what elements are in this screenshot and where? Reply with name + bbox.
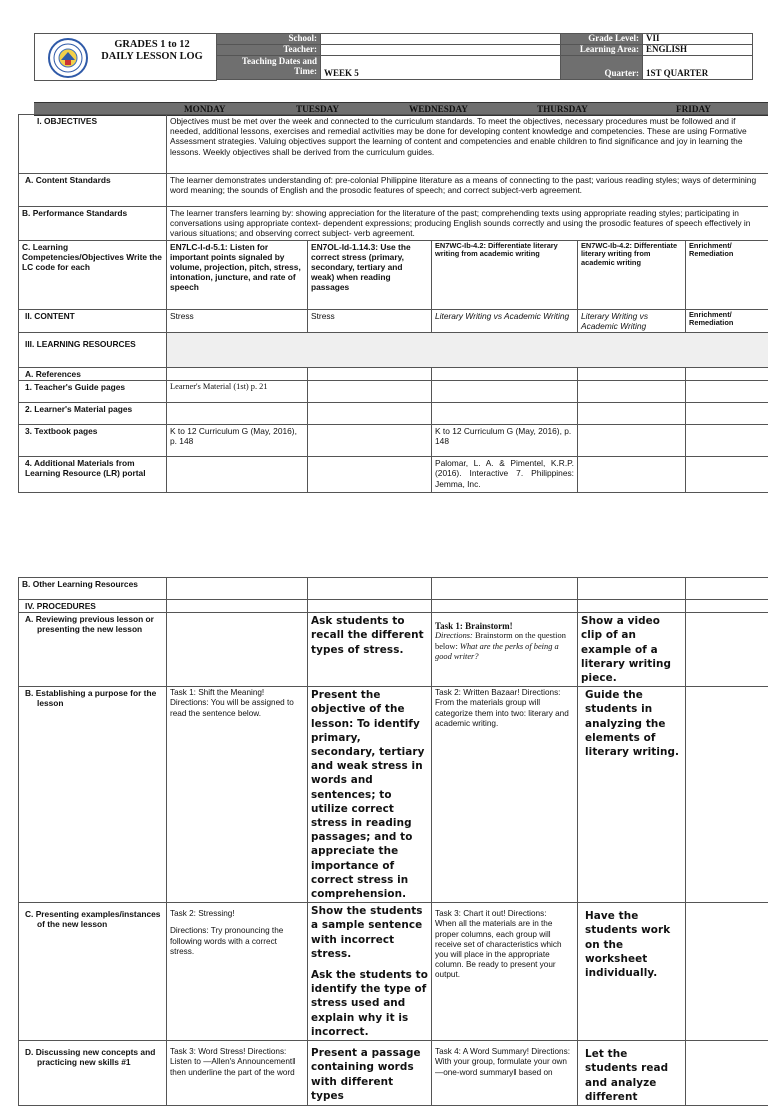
header-table — [216, 33, 753, 80]
row-textbook — [19, 425, 768, 457]
title-line-1: GRADES 1 to 12 — [92, 39, 212, 51]
additional-mon — [167, 457, 308, 493]
title-line-2: DAILY LESSON LOG — [92, 51, 212, 63]
reviewing-tuesday: Ask students to recall the different types of stress. — [308, 613, 432, 687]
textbook-label: 3. Textbook pages — [19, 425, 167, 457]
day-wednesday: WEDNESDAY — [409, 103, 468, 115]
area-value: ENGLISH — [643, 44, 753, 55]
procedures-fri — [686, 600, 768, 613]
discussing-wednesday: Task 4: A Word Summary! Directions: With your group, formulate your own —one-word summary‖ based on — [432, 1041, 578, 1106]
day-tuesday: TUESDAY — [296, 103, 339, 115]
competency-friday: Enrichment/ Remediation — [686, 240, 768, 309]
row-learning-resources — [19, 333, 768, 368]
discussing-label: D. Discussing new concepts and practicing new skills #1 — [19, 1041, 167, 1106]
learners-material-wed — [432, 403, 578, 425]
establishing-thursday: Guide the students in analyzing the elements of literary writing. — [578, 687, 686, 903]
establishing-tuesday: Present the objective of the lesson: To identify primary, secondary, tertiary and weak stress in words and sentences; to utilize correct stress in reading passages; and to appreciate the importance of correct stress in comprehension. — [308, 687, 432, 903]
quarter-value — [643, 55, 753, 79]
content-tuesday: Stress — [308, 309, 432, 332]
row-presenting — [19, 903, 768, 1041]
dates-label — [217, 55, 321, 79]
textbook-monday: K to 12 Curriculum G (May, 2016), p. 148 — [167, 425, 308, 457]
brainstorm-directions — [435, 631, 574, 662]
teachers-guide-tue — [308, 381, 432, 403]
learners-material-fri — [686, 403, 768, 425]
row-performance-standards — [19, 207, 768, 241]
performance-standards-label: B. Performance Standards — [19, 207, 167, 241]
other-thu — [578, 578, 686, 600]
reviewing-fri — [686, 613, 768, 687]
learning-resources-label: III. LEARNING RESOURCES — [19, 333, 167, 368]
content-wednesday: Literary Writing vs Academic Writing — [432, 309, 578, 332]
textbook-thu — [578, 425, 686, 457]
discussing-fri — [686, 1041, 768, 1106]
teacher-value — [321, 44, 561, 55]
establishing-label: B. Establishing a purpose for the lesson — [19, 687, 167, 903]
other-tue — [308, 578, 432, 600]
reviewing-label: A. Reviewing previous lesson or presenting the new lesson — [19, 613, 167, 687]
additional-thu — [578, 457, 686, 493]
learners-material-thu — [578, 403, 686, 425]
other-mon — [167, 578, 308, 600]
establishing-fri — [686, 687, 768, 903]
row-other-resources — [19, 578, 768, 600]
row-competencies — [19, 240, 768, 309]
reviewing-mon — [167, 613, 308, 687]
content-label: II. CONTENT — [19, 309, 167, 332]
row-objectives — [19, 115, 768, 174]
teachers-guide-monday: Learner's Material (1st) p. 21 — [167, 381, 308, 403]
textbook-wednesday: K to 12 Curriculum G (May, 2016), p. 148 — [432, 425, 578, 457]
additional-tue — [308, 457, 432, 493]
grade-value: VII — [643, 34, 753, 45]
competency-tuesday: EN7OL-Id-1.14.3: Use the correct stress (primary, secondary, tertiary and weak) when reading passages — [308, 240, 432, 309]
discussing-monday: Task 3: Word Stress! Directions: Listen to —Allen's Announcement‖ then underline the part of the word — [167, 1041, 308, 1106]
content-monday: Stress — [167, 309, 308, 332]
presenting-wednesday: Task 3: Chart it out! Directions: When all the materials are in the proper columns, each group will receive set of characteristics which you will place in the appropriate column. Be ready to present your output. — [432, 903, 578, 1041]
brainstorm-directions-text: Brainstorm on the question below: — [435, 631, 566, 650]
content-thursday: Literary Writing vs Academic Writing — [578, 309, 686, 332]
teachers-guide-thu — [578, 381, 686, 403]
performance-standards-text: The learner transfers learning by: showing appreciation for the literature of the past; comprehending texts using appropriate reading styles; participating in conversations using appropriate context- dependent expressions; producing English sounds correctly and using the prosodic features of speech effectively in various situations; and observing correct subject- verb agreement. — [167, 207, 768, 241]
reviewing-wednesday — [432, 613, 578, 687]
competency-wednesday: EN7WC-Ib-4.2: Differentiate literary writing from academic writing — [432, 240, 578, 309]
other-wed — [432, 578, 578, 600]
row-content — [19, 309, 768, 332]
presenting-tuesday-1: Show the students a sample sentence with incorrect stress. — [311, 904, 428, 961]
procedures-label: IV. PROCEDURES — [19, 600, 167, 613]
header-outline — [34, 33, 217, 81]
day-thursday: THURSDAY — [537, 103, 588, 115]
objectives-label: I. OBJECTIVES — [19, 115, 167, 174]
school-value — [321, 34, 561, 45]
content-friday: Enrichment/ Remediation — [686, 309, 768, 332]
establishing-monday: Task 1: Shift the Meaning! Directions: You will be assigned to read the sentence below. — [167, 687, 308, 903]
procedures-thu — [578, 600, 686, 613]
procedures-mon — [167, 600, 308, 613]
day-monday: MONDAY — [184, 103, 226, 115]
teachers-guide-label: 1. Teacher's Guide pages — [19, 381, 167, 403]
competency-thursday: EN7WC-Ib-4.2: Differentiate literary writing from academic writing — [578, 240, 686, 309]
teacher-label: Teacher: — [217, 44, 321, 55]
dates-label-line-2: Time: — [220, 67, 317, 77]
presenting-fri — [686, 903, 768, 1041]
dates-label-line-1: Teaching Dates and — [220, 57, 317, 67]
row-content-standards — [19, 174, 768, 207]
learners-material-label: 2. Learner's Material pages — [19, 403, 167, 425]
other-resources-label: B. Other Learning Resources — [19, 578, 167, 600]
school-label: School: — [217, 34, 321, 45]
row-learners-material — [19, 403, 768, 425]
grade-label: Grade Level: — [561, 34, 643, 45]
row-references — [19, 368, 768, 381]
row-teachers-guide — [19, 381, 768, 403]
dates-value-text: WEEK 5 — [324, 68, 359, 78]
lesson-log-table-1 — [18, 114, 768, 493]
stressing-title: Task 2: Stressing! — [170, 909, 304, 919]
lesson-log-table-2 — [18, 577, 768, 1106]
row-reviewing — [19, 613, 768, 687]
discussing-thursday: Let the students read and analyze different — [578, 1041, 686, 1106]
references-thu — [578, 368, 686, 381]
learners-material-mon — [167, 403, 308, 425]
row-additional-materials — [19, 457, 768, 493]
quarter-label — [561, 55, 643, 79]
references-mon — [167, 368, 308, 381]
teachers-guide-wed — [432, 381, 578, 403]
brainstorm-directions-label: Directions: — [435, 631, 473, 640]
content-standards-label: A. Content Standards — [19, 174, 167, 207]
competencies-label: C. Learning Competencies/Objectives Write the LC code for each — [19, 240, 167, 309]
references-wed — [432, 368, 578, 381]
other-fri — [686, 578, 768, 600]
discussing-tuesday: Present a passage containing words with different types — [308, 1041, 432, 1106]
row-establishing — [19, 687, 768, 903]
area-label: Learning Area: — [561, 44, 643, 55]
textbook-tue — [308, 425, 432, 457]
procedures-wed — [432, 600, 578, 613]
presenting-tuesday-2: Ask the students to identify the type of stress used and explain why it is incorrect. — [311, 968, 428, 1039]
references-fri — [686, 368, 768, 381]
references-label: A. References — [19, 368, 167, 381]
quarter-label-text: Quarter: — [605, 68, 639, 78]
content-standards-text: The learner demonstrates understanding of: pre-colonial Philippine literature as a means of connecting to the past; various reading styles; ways of determining word meaning; the sounds of English and the prosodic features of speech; and correct subject-verb agreement. — [167, 174, 768, 207]
brainstorm-question: What are the perks of being a good writer? — [435, 642, 559, 661]
stressing-directions: Directions: Try pronouncing the following words with a correct stress. — [170, 926, 304, 957]
additional-materials-label: 4. Additional Materials from Learning Resource (LR) portal — [19, 457, 167, 493]
presenting-label: C. Presenting examples/instances of the new lesson — [19, 903, 167, 1041]
row-discussing — [19, 1041, 768, 1106]
establishing-wednesday: Task 2: Written Bazaar! Directions: From the materials group will categorize them into two: literary and academic writing. — [432, 687, 578, 903]
reviewing-thursday: Show a video clip of an example of a literary writing piece. — [578, 613, 686, 687]
presenting-tuesday — [308, 903, 432, 1041]
row-procedures — [19, 600, 768, 613]
learning-resources-blank — [167, 333, 768, 368]
teachers-guide-fri — [686, 381, 768, 403]
textbook-fri — [686, 425, 768, 457]
objectives-text: Objectives must be met over the week and connected to the curriculum standards. To meet the objectives, necessary procedures must be followed and if needed, additional lessons, exercises and remedial activities may be done for developing content knowledge and competencies. These are using Formative Assessment strategies. Valuing objectives support the learning of content and competencies and enable children to find significance and joy in learning the lessons. Weekly objectives shall be derived from the curriculum guides. — [167, 115, 768, 174]
learners-material-tue — [308, 403, 432, 425]
brainstorm-title: Task 1: Brainstorm! — [435, 621, 574, 631]
presenting-thursday: Have the students work on the worksheet individually. — [578, 903, 686, 1041]
quarter-value-text: 1ST QUARTER — [646, 68, 708, 78]
references-tue — [308, 368, 432, 381]
dates-value — [321, 55, 561, 79]
additional-materials-wednesday: Palomar, L. A. & Pimentel, K.R.P. (2016). Interactive 7. Philippines: Jemma, Inc. — [432, 457, 578, 493]
day-friday: FRIDAY — [676, 103, 711, 115]
competency-monday: EN7LC-I-d-5.1: Listen for important points signaled by volume, projection, pitch, stress, intonation, juncture, and rate of speech — [167, 240, 308, 309]
presenting-monday — [167, 903, 308, 1041]
additional-fri — [686, 457, 768, 493]
procedures-tue — [308, 600, 432, 613]
